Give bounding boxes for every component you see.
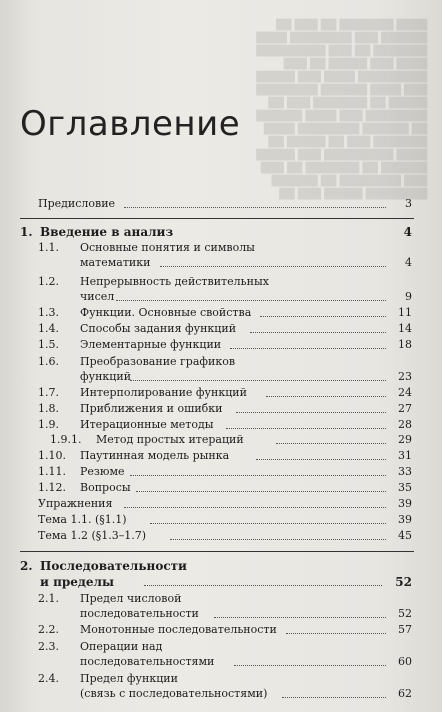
entry-label-cont: последовательности (80, 607, 199, 620)
entry-label: Метод простых итераций (96, 433, 244, 446)
entry-label-cont: (связь с последовательностями) (80, 687, 268, 700)
dot-leader (130, 370, 386, 381)
entry-number: 1.8. (38, 402, 59, 415)
dot-leader (160, 256, 386, 267)
entry-label: Упражнения (38, 497, 113, 510)
dot-leader (286, 623, 386, 634)
dot-leader (236, 402, 386, 413)
page-number: 4 (405, 256, 412, 269)
entry-label-cont: последовательностями (80, 655, 215, 668)
page-number: 52 (395, 575, 412, 589)
dot-leader (226, 418, 386, 429)
dot-leader (124, 197, 386, 208)
entry-label: Резюме (80, 465, 125, 478)
dot-leader (130, 465, 386, 476)
dot-leader (230, 338, 386, 349)
dot-leader (124, 497, 386, 508)
entry-number: 1.6. (38, 355, 59, 368)
entry-label: Итерационные методы (80, 418, 214, 431)
chapter-title: Последовательности (40, 559, 187, 573)
entry-label: Паутинная модель рынка (80, 449, 230, 462)
entry-label: Предел функции (80, 672, 178, 685)
entry-label: Функции. Основные свойства (80, 306, 252, 319)
page-number: 23 (398, 370, 412, 383)
entry-label: Вопросы (80, 481, 131, 494)
dot-leader (282, 687, 386, 698)
entry-label: Операции над (80, 640, 163, 653)
entry-label: Монотонные последовательности (80, 623, 277, 636)
page-number: 24 (398, 386, 412, 399)
entry-label-cont: функций (80, 370, 132, 383)
entry-number: 1.3. (38, 306, 59, 319)
page-number: 9 (405, 290, 412, 303)
entry-number: 2.4. (38, 672, 59, 685)
dot-leader (214, 607, 386, 618)
entry-number: 1.2. (38, 275, 59, 288)
dot-leader (234, 655, 386, 666)
entry-label: Предел числовой (80, 592, 182, 605)
page-number: 60 (398, 655, 412, 668)
entry-number: 1.9.1. (50, 433, 82, 446)
page-title: Оглавление (20, 104, 241, 144)
bleed-through-texture: ████ ███████ ██ ███ ██ ██████ ███ ████████ ████ ███████ ██ ███ █████████ ████ ███ █████ ██ ███ █████████ ████ ███ █████ ███ ████ ██████ ████████ █████ ██ ███████ ███ ██ ████████ ███ ████ ██████ ██ ██████ ████████ ████ ███████ ███ ██ █████ ██ ████ █████████ ███ █████ ██████ ██ ███████ ██ ███ ███ ████████ ██ ██████ ████████ █████ ███ ██ (256, 20, 428, 200)
entry-label: Приближения и ошибки (80, 402, 223, 415)
page-number: 57 (398, 623, 412, 636)
chapter-title: Введение в анализ (40, 225, 174, 239)
dot-leader (276, 433, 386, 444)
dot-leader (144, 575, 382, 586)
entry-number: 2.2. (38, 623, 59, 636)
entry-number: 2.1. (38, 592, 59, 605)
page-number: 14 (398, 322, 412, 335)
entry-number: 1.1. (38, 241, 59, 254)
chapter-number: 2. (20, 559, 33, 573)
entry-number: 1.4. (38, 322, 59, 335)
entry-number: 1.12. (38, 481, 66, 494)
page-number: 11 (398, 306, 412, 319)
page-number: 33 (398, 465, 412, 478)
entry-number: 1.9. (38, 418, 59, 431)
dot-leader (116, 290, 386, 301)
entry-label-cont: математики (80, 256, 151, 269)
entry-number: 1.11. (38, 465, 66, 478)
dot-leader (260, 306, 386, 317)
entry-label: Тема 1.1. (§1.1) (38, 513, 127, 526)
entry-number: 2.3. (38, 640, 59, 653)
page-number: 4 (403, 225, 412, 239)
dot-leader (136, 481, 386, 492)
entry-label: Основные понятия и символы (80, 241, 255, 254)
page-number: 29 (398, 433, 412, 446)
dot-leader (266, 386, 386, 397)
entry-label: Предисловие (38, 197, 116, 210)
dot-leader (250, 322, 386, 333)
page-number: 45 (398, 529, 412, 542)
entry-label: Непрерывность действительных (80, 275, 269, 288)
page-number: 52 (398, 607, 412, 620)
dot-leader (150, 513, 386, 524)
page-number: 35 (398, 481, 412, 494)
section-rule (20, 551, 414, 552)
entry-label: Преобразование графиков (80, 355, 236, 368)
page-number: 18 (398, 338, 412, 351)
chapter-number: 1. (20, 225, 33, 239)
page-number: 31 (398, 449, 412, 462)
entry-number: 1.10. (38, 449, 66, 462)
page-number: 39 (398, 497, 412, 510)
dot-leader (170, 529, 386, 540)
entry-label: Интерполирование функций (80, 386, 247, 399)
dot-leader (256, 449, 386, 460)
page-number: 3 (405, 197, 412, 210)
page-number: 39 (398, 513, 412, 526)
entry-label: Тема 1.2 (§1.3–1.7) (38, 529, 147, 542)
section-rule (20, 218, 414, 219)
entry-number: 1.7. (38, 386, 59, 399)
entry-number: 1.5. (38, 338, 59, 351)
entry-label: Элементарные функции (80, 338, 222, 351)
chapter-title-cont: и пределы (40, 575, 115, 589)
page-number: 62 (398, 687, 412, 700)
entry-label-cont: чисел (80, 290, 115, 303)
page-number: 28 (398, 418, 412, 431)
entry-label: Способы задания функций (80, 322, 237, 335)
page-number: 27 (398, 402, 412, 415)
